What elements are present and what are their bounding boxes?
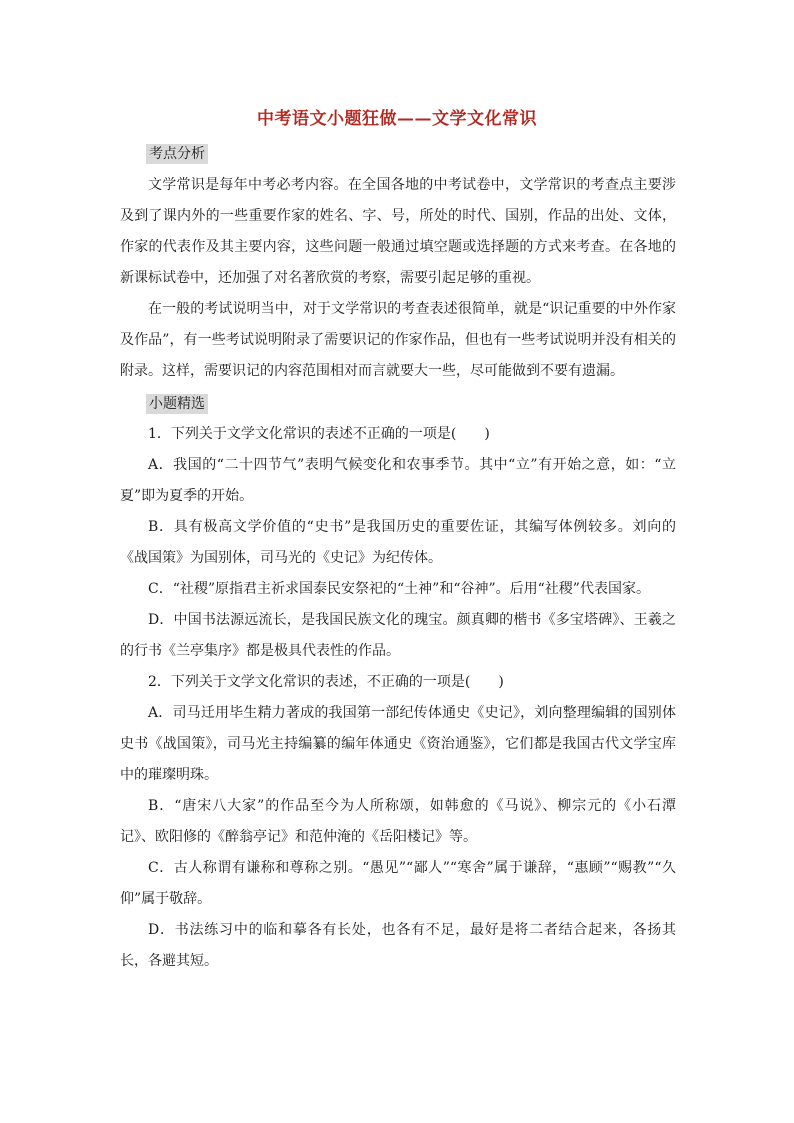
question-option: A．我国的“二十四节气”表明气候变化和农事季节。其中“立”有开始之意，如：“立夏”即为夏季的开始。: [120, 457, 676, 504]
section-label-analysis: 考点分析: [146, 144, 208, 164]
section-label-exercises: 小题精选: [146, 394, 208, 414]
analysis-content: [120, 170, 676, 387]
question-option: A．司马迁用毕生精力著成的我国第一部纪传体通史《史记》，刘向整理编辑的国别体史书《战国策》，司马光主持编纂的编年体通史《资治通鉴》，它们都是我国古代文学宝库中的璀璨明珠。: [120, 705, 676, 783]
question-option: B．具有极高文学价值的“史书”是我国历史的重要佐证，其编写体例较多。刘向的《战国策》为国别体，司马光的《史记》为纪传体。: [120, 519, 676, 566]
exercises-content: [120, 419, 676, 977]
analysis-paragraph: 文学常识是每年中考必考内容。在全国各地的中考试卷中，文学常识的考查点主要涉及到了课内外的一些重要作家的姓名、字、号，所处的时代、国别，作品的出处、文体，作家的代表作及其主要内容，这些问题一般通过填空题或选择题的方式来考查。在各地的新课标试卷中，还加强了对名著欣赏的考察，需要引起足够的重视。: [120, 177, 676, 286]
question-option: C．古人称谓有谦称和尊称之别。“愚见”“鄙人”“寒舍”属于谦辞，“惠顾”“赐教”“久仰”属于敬辞。: [120, 860, 676, 907]
question-option: D．中国书法源远流长，是我国民族文化的瑰宝。颜真卿的楷书《多宝塔碑》、王羲之的行书《兰亭集序》都是极具代表性的作品。: [120, 612, 676, 659]
document-title: 中考语文小题狂做——文学文化常识: [257, 109, 537, 129]
question-option: C．“社稷”原指君主祈求国泰民安祭祀的“土神”和“谷神”。后用“社稷”代表国家。: [148, 581, 650, 597]
question-option: D．书法练习中的临和摹各有长处，也各有不足，最好是将二者结合起来，各扬其长，各避其短。: [120, 922, 676, 969]
question-stem: 2．下列关于文学文化常识的表述，不正确的一项是( ): [148, 674, 504, 690]
question-stem: 1．下列关于文学文化常识的表述不正确的一项是( ): [148, 426, 490, 442]
question-block: [120, 419, 676, 667]
question-block: [120, 667, 676, 977]
analysis-paragraph: 在一般的考试说明当中，对于文学常识的考查表述很简单，就是“识记重要的中外作家及作品”，有一些考试说明附录了需要识记的作家作品，但也有一些考试说明并没有相关的附录。这样，需要识记的内容范围相对而言就要大一些，尽可能做到不要有遗漏。: [120, 301, 676, 379]
question-option: B．“唐宋八大家”的作品至今为人所称颂，如韩愈的《马说》、柳宗元的《小石潭记》、欧阳修的《醉翁亭记》和范仲淹的《岳阳楼记》等。: [120, 798, 676, 845]
